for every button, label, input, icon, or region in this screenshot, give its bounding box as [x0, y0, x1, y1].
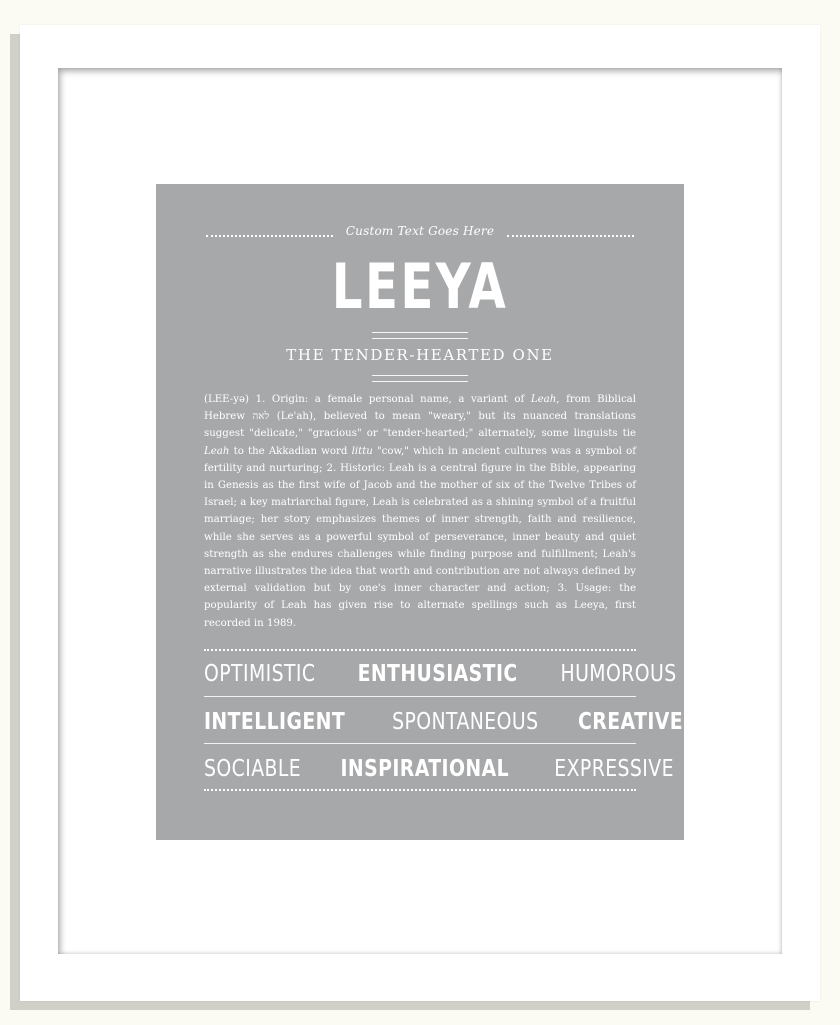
- name-definition: (LEE-yə) 1. Origin: a female personal name, a variant of Leah, from Biblical Hebrew לאה (Le'ah), believed to mean "weary," but its nuanced translations suggest "delicate," "gracious" or "tender-hearted;" alternately, some linguists tie Leah to the Akkadian word littu "cow," which in ancient cultures was a symbol of fertility and nurturing; 2. Historic: Leah is a central figure in the Bible, appearing in Genesis as the first wife of Jacob and the mother of six of the Twelve Tribes of Israel; a key matriarchal figure, Leah is celebrated as a shining symbol of a fruitful marriage; her story emphasizes themes of inner strength, faith and resilience, while she serves as a powerful symbol of perseverance, inner beauty and quiet strength as she endures challenges while finding purpose and fulfillment; Leah's narrative illustrates the idea that worth and contribution are not always defined by external validation but by one's inner character and action; 3. Usage: the popularity of Leah has given rise to alternate spellings such as Leeya, first recorded in 1989.: [204, 394, 636, 629]
- trait-word: INSPIRATIONAL: [340, 756, 510, 782]
- double-rule-top: [372, 332, 468, 339]
- trait-row: [204, 657, 677, 691]
- trait-row: [204, 705, 683, 739]
- trait-divider: [204, 696, 636, 697]
- trait-word: SOCIABLE: [204, 756, 302, 782]
- trait-word: CREATIVE: [577, 709, 683, 735]
- dotted-divider-traits-bottom: [204, 789, 636, 791]
- custom-text: Custom Text Goes Here: [345, 224, 495, 238]
- trait-word: OPTIMISTIC: [204, 661, 316, 687]
- trait-word: EXPRESSIVE: [554, 756, 674, 782]
- name-print-panel: [156, 184, 684, 840]
- double-rule-bottom: [372, 375, 468, 382]
- trait-word: INTELLIGENT: [204, 709, 346, 735]
- custom-text-row: [206, 224, 634, 244]
- trait-word: ENTHUSIASTIC: [357, 661, 518, 687]
- tagline: THE TENDER-HEARTED ONE: [286, 346, 554, 364]
- trait-divider: [204, 743, 636, 744]
- trait-word: HUMOROUS: [560, 661, 677, 687]
- dotted-divider-traits-top: [204, 649, 636, 651]
- name-title: LEEYA: [331, 250, 509, 323]
- dotted-divider-right: [507, 235, 634, 237]
- trait-row: [204, 752, 674, 786]
- trait-word: SPONTANEOUS: [392, 709, 539, 735]
